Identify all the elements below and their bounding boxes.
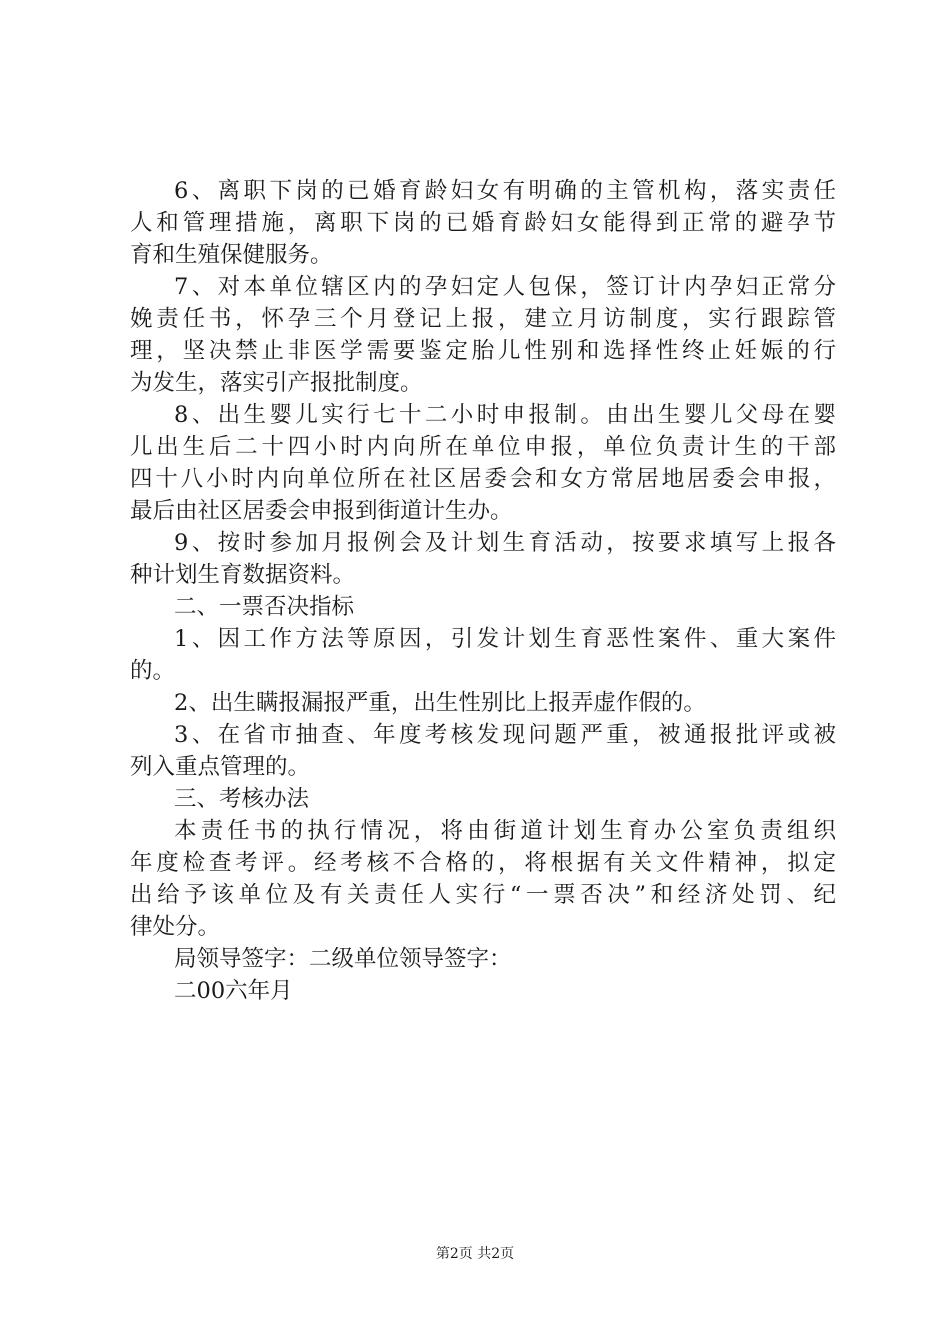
text-line: 三、考核办法 (174, 786, 310, 812)
text-line: 本责任书的执行情况，将由街道计划生育办公室负责组织 (174, 818, 836, 844)
document-body (130, 175, 836, 1007)
text-line: 二、一票否决指标 (174, 594, 355, 620)
text-line: 育和生殖保健服务。 (130, 242, 333, 268)
text-line: 年度检查考评。经考核不合格的，将根据有关文件精神，拟定 (130, 850, 836, 876)
text-line: 9、按时参加月报例会及计划生育活动，按要求填写上报各 (174, 530, 836, 556)
text-line: 8、出生婴儿实行七十二小时申报制。由出生婴儿父母在婴 (174, 402, 836, 428)
text-line: 7、对本单位辖区内的孕妇定人包保，签订计内孕妇正常分 (174, 274, 836, 300)
text-line: 局领导签字：二级单位领导签字： (174, 946, 512, 972)
text-line: 的。 (130, 658, 176, 684)
text-line: 二00六年月 (174, 978, 293, 1004)
text-line: 2、出生瞒报漏报严重，出生性别比上报弄虚作假的。 (174, 690, 706, 716)
text-line: 人和管理措施，离职下岗的已婚育龄妇女能得到正常的避孕节 (130, 210, 836, 236)
text-line: 娩责任书，怀孕三个月登记上报，建立月访制度，实行跟踪管 (130, 306, 836, 332)
text-line: 出给予该单位及有关责任人实行“一票否决”和经济处罚、纪 (130, 882, 836, 908)
text-line: 儿出生后二十四小时内向所在单位申报，单位负责计生的干部 (130, 434, 836, 460)
text-line: 最后由社区居委会申报到街道计生办。 (130, 498, 513, 524)
text-line: 四十八小时内向单位所在社区居委会和女方常居地居委会申报， (130, 466, 836, 492)
text-line: 种计划生育数据资料。 (130, 562, 356, 588)
text-line: 1、因工作方法等原因，引发计划生育恶性案件、重大案件 (174, 626, 836, 652)
text-line: 列入重点管理的。 (130, 754, 311, 780)
page-footer: 第2页 共2页 (435, 1246, 515, 1262)
text-line: 律处分。 (130, 914, 221, 940)
text-line: 6、离职下岗的已婚育龄妇女有明确的主管机构，落实责任 (174, 178, 836, 204)
text-line: 3、在省市抽查、年度考核发现问题严重，被通报批评或被 (174, 722, 836, 748)
text-line: 为发生，落实引产报批制度。 (130, 370, 423, 396)
text-line: 理，坚决禁止非医学需要鉴定胎儿性别和选择性终止妊娠的行 (130, 338, 836, 364)
